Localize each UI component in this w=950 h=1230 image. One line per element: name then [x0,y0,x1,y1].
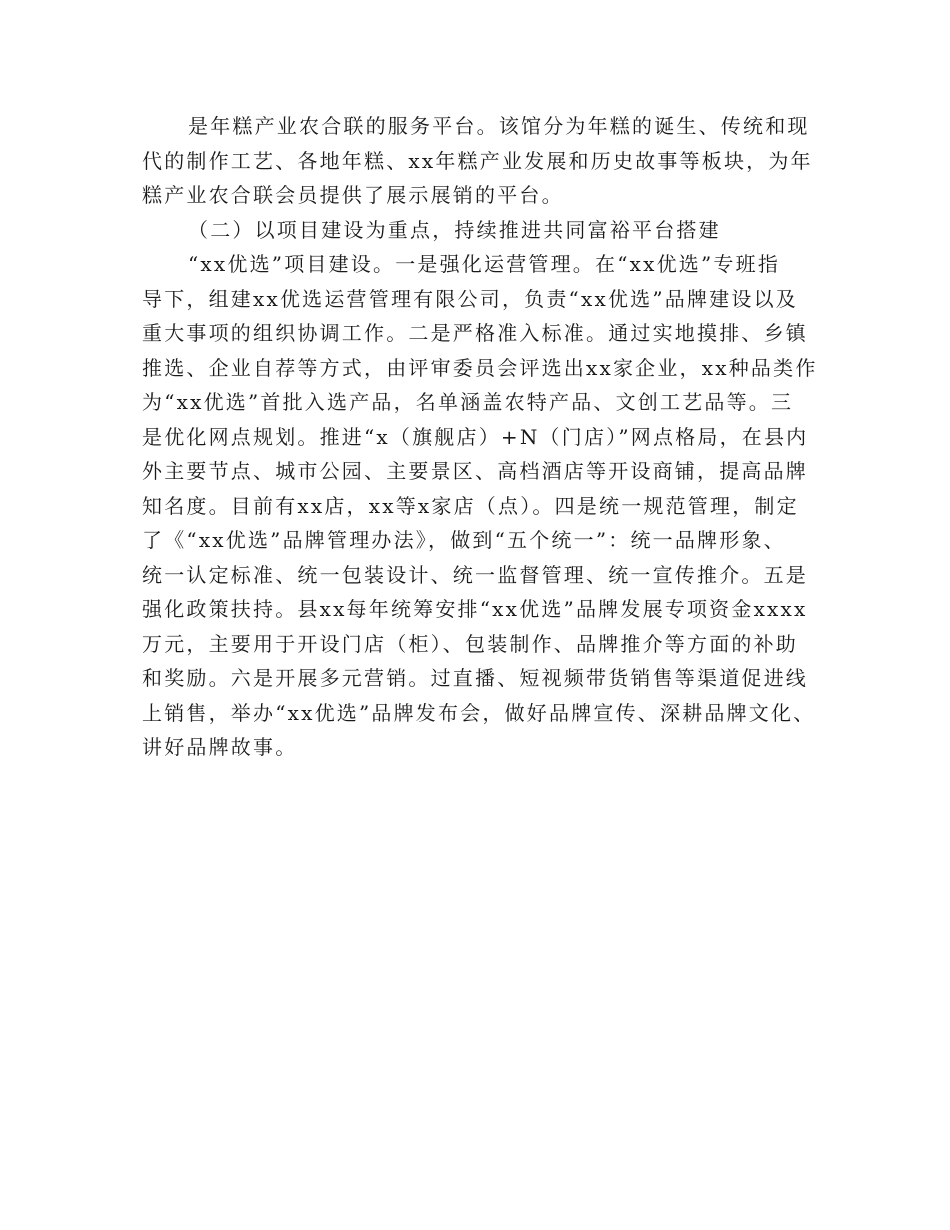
paragraph-line: 代的制作工艺、各地年糕、xx年糕产业发展和历史故事等板块，为年 [142,148,813,173]
paragraph-line: 重大事项的组织协调工作。二是严格准入标准。通过实地摸排、乡镇 [142,321,808,345]
paragraph-line: 是优化网点规划。推进“x（旗舰店）+N（门店）”网点格局，在县内 [142,424,809,449]
paragraph-line: 上销售，举办“xx优选”品牌发布会，做好品牌宣传、深耕品牌文化、 [142,700,816,725]
paragraph-line: 万元，主要用于开设门店（柜）、包装制作、品牌推介等方面的补助 [142,631,798,656]
paragraph-line: 讲好品牌故事。 [142,735,298,759]
paragraph-line: 了《“xx优选”品牌管理办法》，做到“五个统一”：统一品牌形象、 [142,528,786,552]
paragraph-line: 推选、企业自荐等方式，由评审委员会评选出xx家企业，xx种品类作 [142,355,818,380]
paragraph-line: 糕产业农合联会员提供了展示展销的平台。 [142,183,564,207]
paragraph-line: 导下，组建xx优选运营管理有限公司，负责“xx优选”品牌建设以及 [142,286,798,311]
paragraph-line: 是年糕产业农合联的服务平台。该馆分为年糕的诞生、传统和现 [188,114,810,138]
paragraph-line: 为“xx优选”首批入选产品，名单涵盖农特产品、文创工艺品等。三 [142,390,794,414]
paragraph-line: 强化政策扶持。县xx每年统筹安排“xx优选”品牌发展专项资金xxxx [142,597,808,621]
paragraph-line: 和奖励。六是开展多元营销。过直播、短视频带货销售等渠道促进线 [142,666,808,690]
section-heading: （二）以项目建设为重点，持续推进共同富裕平台搭建 [188,217,721,242]
paragraph-line: 统一认定标准、统一包装设计、统一监督管理、统一宣传推介。五是 [142,562,808,587]
paragraph-line: 外主要节点、城市公园、主要景区、高档酒店等开设商铺，提高品牌 [142,459,808,483]
document-body [142,109,822,765]
paragraph-line: “xx优选”项目建设。一是强化运营管理。在“xx优选”专班指 [188,252,781,276]
paragraph-line: 知名度。目前有xx店，xx等x家店（点）。四是统一规范管理，制定 [142,493,799,518]
